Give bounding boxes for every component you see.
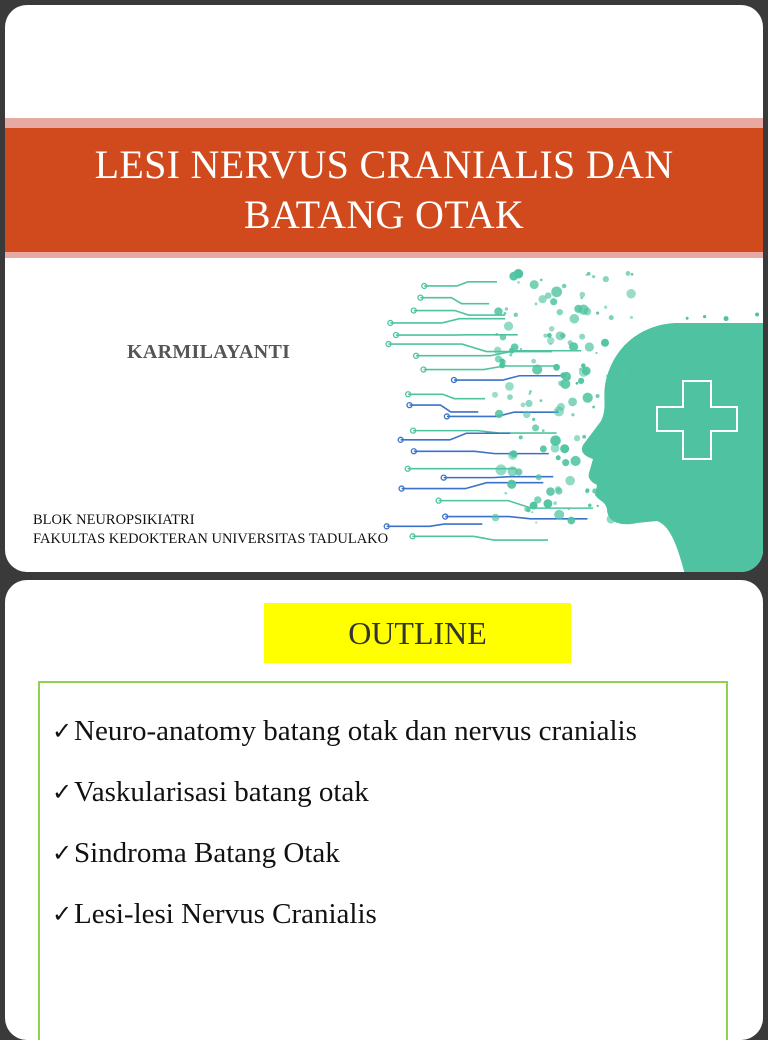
outline-heading: OUTLINE [264, 603, 571, 663]
particle-dot [691, 330, 697, 336]
particle-dot [495, 355, 502, 362]
particle-dot [567, 517, 575, 525]
circuit-trace [390, 319, 505, 323]
circuit-trace [445, 517, 587, 519]
particle-dot [550, 298, 557, 305]
author-name: KARMILAYANTI [127, 341, 290, 364]
particle-dot [536, 474, 542, 480]
particle-dot [721, 497, 727, 503]
circuit-trace [402, 483, 544, 489]
particle-dot [605, 445, 608, 448]
list-item [52, 884, 712, 945]
particle-dot [535, 522, 537, 524]
particle-dot [596, 311, 599, 314]
particle-dot [519, 435, 523, 439]
particle-dot [617, 438, 622, 443]
particle-dot [532, 418, 535, 421]
particle-dot [574, 435, 580, 441]
particle-dot [554, 510, 564, 520]
particle-dot [531, 359, 536, 364]
particle-dot [604, 305, 607, 308]
particle-dot [531, 511, 533, 513]
particle-dot [565, 476, 575, 486]
particle-dot [754, 487, 758, 491]
outline-box [38, 681, 728, 1040]
outline-list [52, 701, 712, 945]
particle-dot [595, 352, 597, 354]
particle-dot [608, 456, 616, 464]
particle-dot [587, 272, 591, 276]
head-circuit-medical-cross-icon [375, 263, 763, 572]
particle-dot [580, 296, 583, 299]
particle-dot [496, 464, 507, 475]
particle-dot [523, 411, 530, 418]
list-item [52, 823, 712, 884]
particle-dot [551, 286, 562, 297]
particle-dot [562, 459, 569, 466]
particle-dot [494, 307, 502, 315]
particle-dot [696, 503, 700, 507]
particle-dot [556, 409, 558, 411]
particle-dot [619, 414, 622, 417]
particle-dot [730, 327, 732, 329]
particle-dot [583, 393, 593, 403]
particle-dot [528, 392, 531, 395]
list-item-text: Lesi-lesi Nervus Cranialis [74, 898, 377, 930]
particle-dot [532, 424, 539, 431]
particle-dot [520, 348, 522, 350]
title-slide [5, 5, 763, 572]
particle-dot [689, 504, 692, 507]
particle-dot [607, 515, 616, 524]
particle-dot [630, 316, 633, 319]
particle-dot [525, 400, 532, 407]
particle-dot [560, 444, 569, 453]
particle-dot [628, 400, 630, 402]
particle-dot [556, 455, 561, 460]
particle-dot [613, 413, 618, 418]
particle-dot [610, 395, 619, 404]
particle-dot [629, 494, 633, 498]
particle-dot [620, 369, 629, 378]
particle-dot [505, 307, 508, 310]
footer-line2: FAKULTAS KEDOKTERAN UNIVERSITAS TADULAKO [33, 530, 388, 549]
particle-dot [494, 347, 502, 355]
particle-dot [599, 453, 607, 461]
particle-dot [626, 271, 631, 276]
particle-dot [751, 326, 754, 329]
list-item [52, 701, 712, 762]
particle-dot [553, 364, 560, 371]
particle-dot [570, 314, 580, 324]
particle-dot [623, 344, 633, 354]
particle-dot [503, 312, 506, 315]
check-icon: ✓ [52, 701, 72, 762]
particle-dot [596, 394, 600, 398]
particle-dot [592, 275, 595, 278]
check-icon: ✓ [52, 762, 72, 823]
particle-dot [745, 406, 751, 412]
particle-dot [535, 302, 538, 305]
particle-dot [524, 507, 529, 512]
particle-dot [495, 410, 503, 418]
particle-dot [505, 382, 514, 391]
particle-dot [495, 333, 498, 336]
list-item [52, 762, 712, 823]
particle-dot [724, 338, 730, 344]
particle-dot [579, 367, 589, 377]
particle-dot [517, 281, 520, 284]
title-band-top-edge [5, 118, 763, 128]
circuit-trace [401, 433, 511, 440]
particle-dot [570, 456, 580, 466]
particle-dot [686, 317, 689, 320]
particle-dot [684, 362, 689, 367]
list-item-text: Sindroma Batang Otak [74, 837, 340, 869]
particle-dot [547, 337, 554, 344]
particle-dot [751, 381, 756, 386]
particle-dot [540, 445, 547, 452]
particle-dot [585, 342, 594, 351]
particle-dot [542, 429, 545, 432]
particle-dot [504, 492, 507, 495]
particle-dot [569, 342, 578, 351]
particle-dot [556, 331, 565, 340]
particle-dot [538, 295, 546, 303]
particle-dot [581, 363, 586, 368]
particle-dot [606, 423, 613, 430]
particle-dot [755, 313, 759, 317]
particle-dot [627, 423, 632, 428]
particle-dot [568, 507, 571, 510]
particle-dot [721, 464, 726, 469]
particle-dot [560, 372, 566, 378]
particle-dot [507, 480, 516, 489]
particle-dot [724, 316, 729, 321]
particle-dot [592, 406, 595, 409]
particle-dot [597, 505, 599, 507]
particle-dot [546, 487, 555, 496]
particle-dot [521, 403, 526, 408]
particle-dot [588, 504, 592, 508]
particle-dot [549, 326, 555, 332]
particle-dot [617, 357, 621, 361]
list-item-text: Neuro-anatomy batang otak dan nervus cranialis [74, 715, 637, 747]
particle-dot [532, 364, 542, 374]
particle-dot [627, 461, 630, 464]
particle-dot [626, 289, 635, 298]
particle-dot [606, 375, 609, 378]
particle-dot [610, 509, 616, 515]
particle-dot [543, 499, 552, 508]
particle-dot [504, 321, 513, 330]
circuit-trace [387, 524, 483, 526]
particle-dot [580, 292, 586, 298]
particle-dot [747, 446, 753, 452]
circuit-trace [414, 451, 549, 453]
particle-dot [530, 502, 538, 510]
footer-line1: BLOK NEUROPSIKIATRI [33, 511, 388, 530]
particle-dot [579, 334, 585, 340]
particle-dot [757, 495, 760, 498]
particle-dot [585, 489, 589, 493]
particle-dot [557, 403, 565, 411]
particle-dot [696, 509, 700, 513]
footer-text [33, 511, 388, 549]
title-band [5, 128, 763, 252]
particle-dot [500, 334, 506, 340]
particle-dot [576, 382, 579, 385]
circuit-trace [410, 405, 479, 412]
particle-dot [530, 280, 539, 289]
particle-dot [568, 397, 577, 406]
particle-dot [677, 330, 684, 337]
particle-dot [703, 315, 706, 318]
particle-dot [555, 486, 561, 492]
check-icon: ✓ [52, 823, 72, 884]
check-icon: ✓ [52, 884, 72, 945]
particle-dot [704, 362, 709, 367]
circuit-trace [413, 536, 548, 540]
circuit-trace [424, 282, 497, 286]
list-item-text: Vaskularisasi batang otak [74, 776, 369, 808]
particle-dot [492, 392, 498, 398]
particle-dot [492, 514, 500, 522]
title-band-bottom-edge [5, 252, 763, 258]
particle-dot [593, 431, 597, 435]
particle-dot [509, 272, 518, 281]
particle-dot [571, 413, 574, 416]
particle-dot [713, 442, 718, 447]
particle-dot [553, 501, 557, 505]
particle-dot [720, 362, 723, 365]
particle-dot [514, 313, 518, 317]
particle-dot [515, 468, 522, 475]
circuit-trace [420, 298, 489, 304]
particle-dot [543, 334, 547, 338]
particle-dot [539, 399, 542, 402]
particle-dot [748, 471, 754, 477]
particle-dot [582, 435, 586, 439]
particle-dot [720, 358, 723, 361]
particle-dot [614, 374, 619, 379]
outline-slide [5, 580, 763, 1040]
particle-dot [510, 450, 517, 457]
particle-dot [619, 423, 628, 432]
particle-dot [603, 276, 609, 282]
slide-title-line2: BATANG OTAK [244, 192, 524, 237]
particle-dot [740, 403, 743, 406]
particle-dot [558, 381, 563, 386]
particle-dot [509, 354, 512, 357]
particle-dot [631, 273, 634, 276]
particle-dot [630, 517, 634, 521]
particle-dot [540, 279, 543, 282]
circuit-trace [454, 376, 563, 380]
particle-dot [562, 284, 567, 289]
particle-dot [609, 315, 614, 320]
circuit-trace [414, 311, 505, 316]
particle-dot [507, 394, 513, 400]
slide-title [95, 140, 674, 240]
circuit-trace [408, 394, 485, 398]
circuit-trace [439, 501, 593, 508]
particle-dot [592, 488, 597, 493]
particle-dot [734, 447, 736, 449]
particle-dot [578, 378, 584, 384]
particle-dot [551, 444, 560, 453]
particle-dot [601, 339, 609, 347]
particle-dot [625, 467, 635, 477]
particle-dot [557, 309, 563, 315]
particle-dot [578, 305, 588, 315]
slide-title-line1: LESI NERVUS CRANIALIS DAN [95, 142, 674, 187]
particle-dot [511, 343, 519, 351]
particle-dot [616, 507, 621, 512]
